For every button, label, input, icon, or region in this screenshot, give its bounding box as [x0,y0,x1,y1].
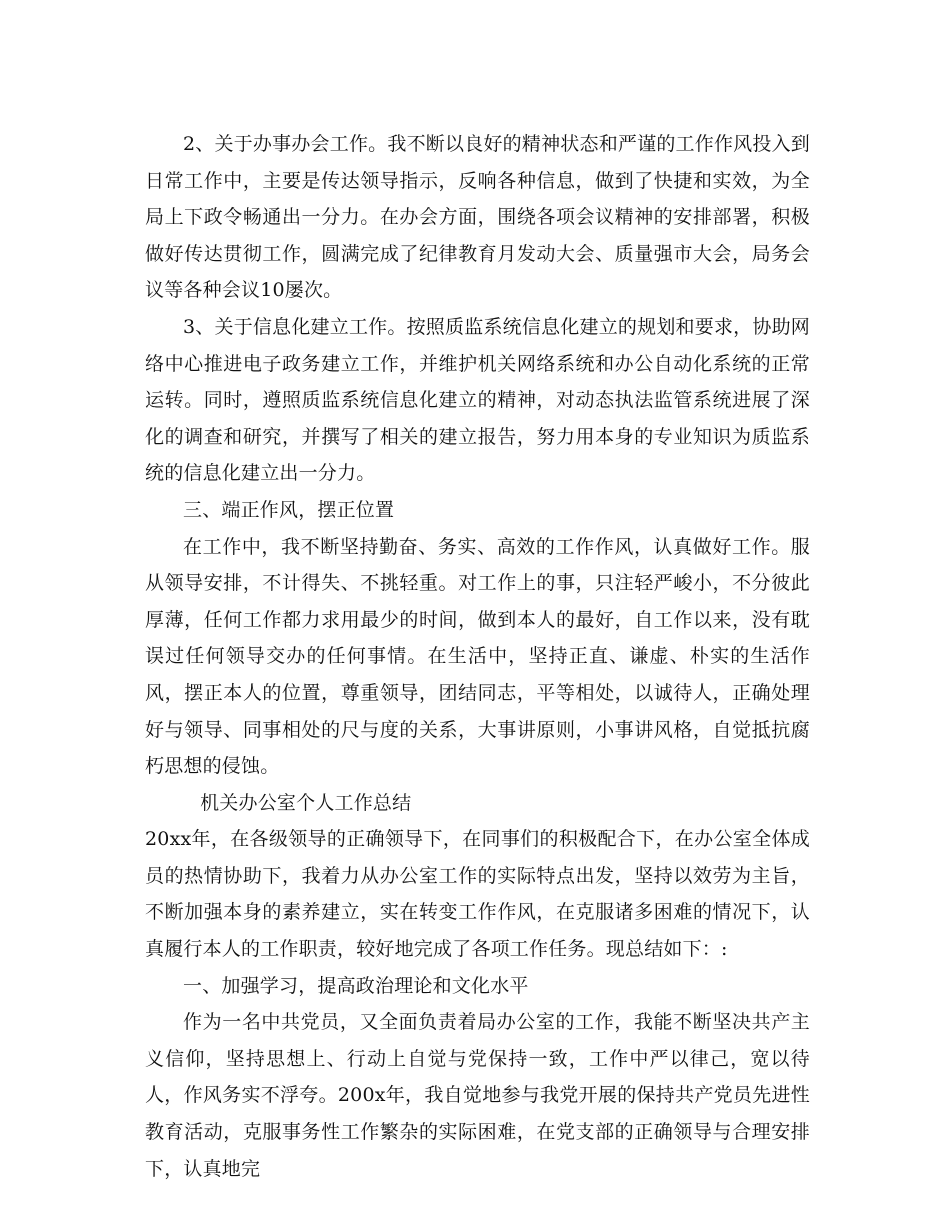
paragraph-work-style: 在工作中，我不断坚持勤奋、务实、高效的工作作风，认真做好工作。服从领导安排，不计得失、不挑轻重。对工作上的事，只注轻严峻小，不分彼此厚薄，任何工作都力求用最少的时间，做到本人的最好，自工作以来，没有耽误过任何领导交办的任何事情。在生活中，坚持正直、谦虚、朴实的生活作风，摆正本人的位置，尊重领导，团结同志，平等相处，以诚待人，正确处理好与领导、同事相处的尺与度的关系，大事讲原则，小事讲风格，自觉抵抗腐朽思想的侵蚀。 [145,535,810,778]
paragraph-summary-intro: 20xx年，在各级领导的正确领导下，在同事们的积极配合下，在办公室全体成员的热情协助下，我着力从办公室工作的实际特点出发，坚持以效劳为主旨，不断加强本身的素养建立，实在转变工作作风，在克服诸多困难的情况下，认真履行本人的工作职责，较好地完成了各项工作任务。现总结如下：: [145,828,810,961]
paragraph-meeting-work: 2、关于办事办会工作。我不断以良好的精神状态和严谨的工作作风投入到日常工作中，主要是传达领导指示，反响各种信息，做到了快捷和实效，为全局上下政令畅通出一分力。在办会方面，围绕各项会议精神的安排部署，积极做好传达贯彻工作，圆满完成了纪律教育月发动大会、质量强市大会，局务会议等各种会议10屡次。 [145,133,810,302]
heading-study: 一、加强学习，提高政治理论和文化水平 [183,974,529,997]
heading-style-position: 三、端正作风，摆正位置 [183,498,395,521]
document-body [145,126,810,1187]
paragraph-party-member: 作为一名中共党员，又全面负责着局办公室的工作，我能不断坚决共产主义信仰，坚持思想上、行动上自觉与党保持一致，工作中严以律己，宽以待人，作风务实不浮夸。200x年，我自觉地参与我党开展的保持共产党员先进性教育活动，克服事务性工作繁杂的实际困难，在党支部的正确领导与合理安排下，认真地完 [145,1011,810,1180]
paragraph-informatization-work: 3、关于信息化建立工作。按照质监系统信息化建立的规划和要求，协助网络中心推进电子政务建立工作，并维护机关网络系统和办公自动化系统的正常运转。同时，遵照质监系统信息化建立的精神，对动态执法监管系统进展了深化的调查和研究，并撰写了相关的建立报告，努力用本身的专业知识为质监系统的信息化建立出一分力。 [145,315,810,485]
document-title: 机关办公室个人工作总结 [200,791,412,814]
